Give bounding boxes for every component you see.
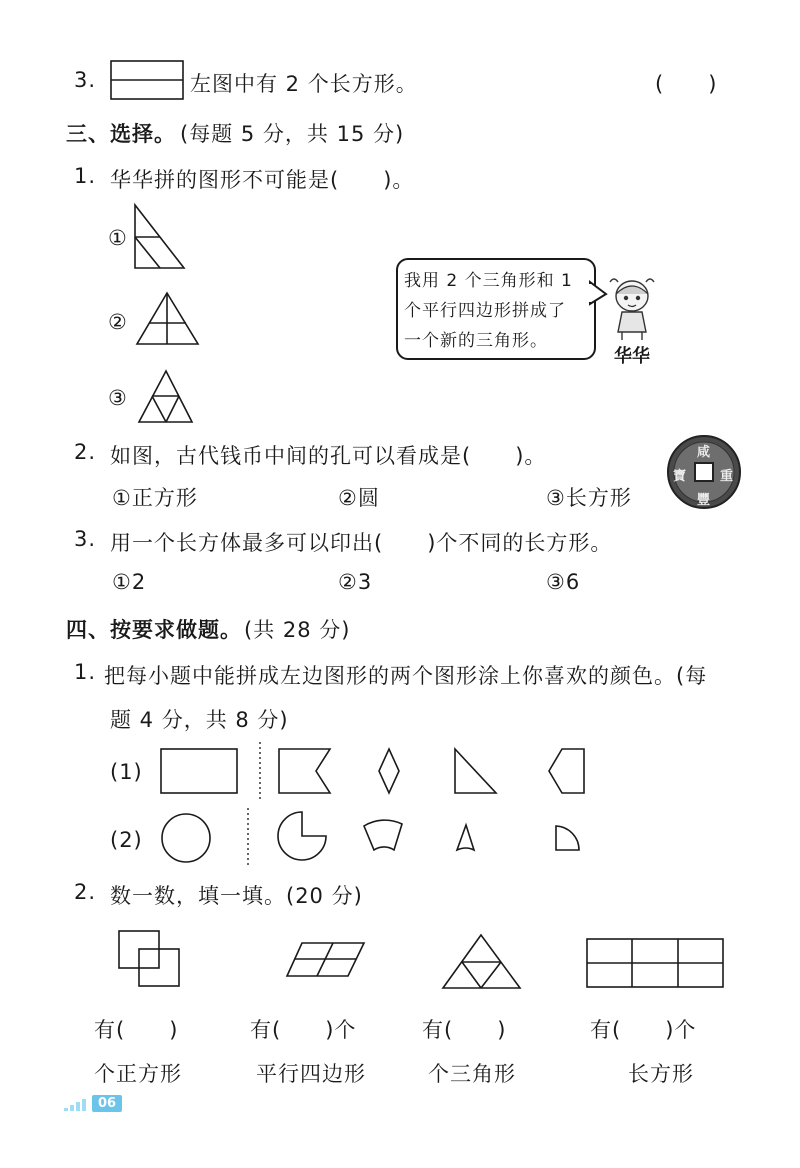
section-title: 三、选择。 <box>66 122 176 146</box>
section-title: 四、按要求做题。 <box>66 618 242 642</box>
question-text: 用一个长方体最多可以印出( )个不同的长方形。 <box>110 531 613 555</box>
question-text-line-1: 把每小题中能拼成左边图形的两个图形涂上你喜欢的颜色。(每 <box>104 664 708 688</box>
option-2[interactable]: ②圆 <box>338 486 380 510</box>
page-number: 06 <box>92 1095 122 1112</box>
triangles-figure <box>442 934 522 990</box>
pentagon-piece[interactable] <box>548 748 586 794</box>
target-rectangle-figure <box>160 748 238 794</box>
overlapping-squares-figure <box>118 930 182 988</box>
bubble-line-2: 个平行四边形拼成了 <box>404 301 566 321</box>
footer-bar <box>64 1108 68 1111</box>
answer-2-line-2: 平行四边形 <box>256 1062 366 1086</box>
three-quarter-circle-piece[interactable] <box>278 812 330 862</box>
footer-bar <box>76 1102 80 1111</box>
option-1-label[interactable]: ① <box>108 226 128 250</box>
target-circle-figure <box>160 812 212 864</box>
question-number: 3. <box>74 527 97 551</box>
parallelograms-figure <box>286 942 366 978</box>
triangle-split-option-figure <box>136 292 200 346</box>
right-triangle-option-figure <box>134 204 186 270</box>
divider-dotted <box>258 742 262 800</box>
quarter-circle-piece[interactable] <box>555 824 581 852</box>
answer-paren[interactable]: ( ) <box>655 72 718 96</box>
option-2-label[interactable]: ② <box>108 310 128 334</box>
question-number: 2. <box>74 880 97 904</box>
answer-1-line-2: 个正方形 <box>94 1062 182 1086</box>
answer-1-line-1[interactable]: 有( ) <box>94 1018 179 1042</box>
rectangles-grid-figure <box>586 938 724 988</box>
coin-char-bottom: 豐 <box>697 493 711 508</box>
coin-char-left: 寶 <box>673 469 687 484</box>
ring-sector-piece[interactable] <box>362 822 406 854</box>
footer-bar <box>70 1105 74 1111</box>
answer-3-line-2: 个三角形 <box>428 1062 516 1086</box>
bubble-line-1: 我用 2 个三角形和 1 <box>404 271 573 291</box>
coin-char-right: 重 <box>720 469 734 484</box>
option-3-label[interactable]: ③ <box>108 386 128 410</box>
notched-rectangle-piece[interactable] <box>278 748 332 794</box>
question-text-line-2: 题 4 分，共 8 分) <box>110 708 289 732</box>
question-number: 3. <box>74 68 97 92</box>
coin-char-top: 咸 <box>697 445 711 460</box>
question-text: 数一数，填一填。(20 分) <box>110 884 363 908</box>
huahua-character-icon <box>606 276 658 342</box>
option-1[interactable]: ①正方形 <box>112 486 198 510</box>
divider-dotted <box>246 808 250 866</box>
section-score: (每题 5 分，共 15 分) <box>180 122 405 146</box>
question-text: 左图中有 2 个长方形。 <box>190 72 418 96</box>
question-text: 华华拼的图形不可能是( )。 <box>110 168 415 192</box>
rhombus-piece[interactable] <box>378 748 400 794</box>
answer-2-line-1[interactable]: 有( )个 <box>250 1018 357 1042</box>
two-rectangles-figure <box>110 60 184 100</box>
section-score: (共 28 分) <box>244 618 351 642</box>
small-sector-piece[interactable] <box>456 824 476 852</box>
answer-4-line-2: 长方形 <box>628 1062 694 1086</box>
question-number: 1. <box>74 164 97 188</box>
answer-3-line-1[interactable]: 有( ) <box>422 1018 507 1042</box>
answer-4-line-1[interactable]: 有( )个 <box>590 1018 697 1042</box>
right-triangle-piece[interactable] <box>454 748 498 794</box>
question-text: 如图，古代钱币中间的孔可以看成是( )。 <box>110 444 547 468</box>
character-name: 华华 <box>614 346 650 367</box>
question-number: 1. <box>74 660 97 684</box>
option-1[interactable]: ①2 <box>112 570 147 594</box>
question-number: 2. <box>74 440 97 464</box>
bubble-line-3: 一个新的三角形。 <box>404 331 548 351</box>
option-2[interactable]: ②3 <box>338 570 373 594</box>
triangle-parallelogram-option-figure <box>138 370 194 424</box>
row-1-label: (1) <box>110 760 143 784</box>
option-3[interactable]: ③6 <box>546 570 581 594</box>
option-3[interactable]: ③长方形 <box>546 486 632 510</box>
row-2-label: (2) <box>110 828 143 852</box>
footer-bar <box>82 1099 86 1111</box>
